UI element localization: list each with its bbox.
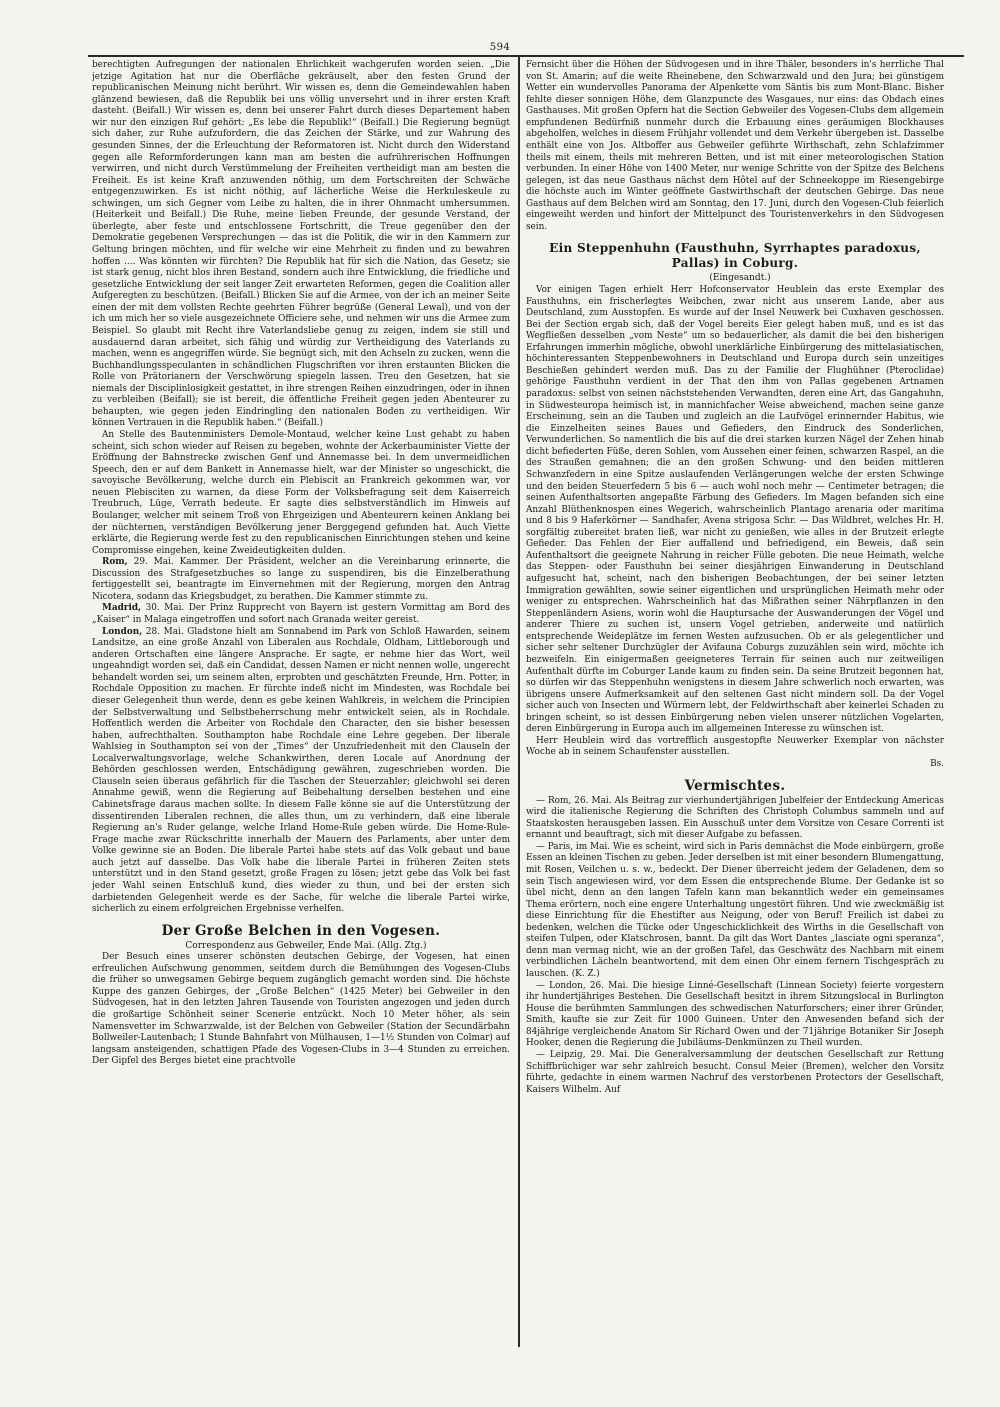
article-paragraph: berechtigten Aufregungen der nationalen Ehrlichkeit wachgerufen worden seien. „Die jetzige Agitation hat nur die Oberfläche gekräuselt, aber den festen Grund der republicanischen Meinung nicht berührt. Wir wissen es, denn die Gemeindewahlen haben glänzend bewiesen, daß die Republik bei uns völlig unversehrt und in ihrer ersten Kraft dasteht. (Beifall.) Wir wissen es, denn bei unserer Fahrt durch dieses Departement haben wir nur den einzigen Ruf gehört: „Es lebe die Republik!“ (Beifall.) Die Regierung begnügt sich daher, zur Ruhe aufzufordern, die das Zeichen der Stärke, und zur Wahrung des gesunden Sinnes, der die Erleuchtung der Reformatoren ist. Nicht durch den Widerstand gegen alle Reformforderungen kann man am besten die aufrührerischen Hoffnungen verwirren, und nicht durch Verstümmelung der Freiheiten vertheidigt man am besten die Freiheit. Es ist keine Kraft anzuwenden nöthig, um dem Fortschreiten der Schwäche entgegenzuwirken. Es ist nicht nöthig, auf lächerliche Weise die Herkuleskeule zu schwingen, um sich Gegner vom Leibe zu halten, die in ihrer Ohnmacht umhersummen. (Heiterkeit und Beifall.) Die Ruhe, meine lieben Freunde, der gesunde Verstand, der überlegte, aber feste und entschlossene Fortschritt, die Treue gegenüber den der Demokratie gegebenen Versprechungen — das ist die Politik, die wir in den Kammern zur Geltung bringen möchten, und für welche wir eine Mehrheit zu finden und zu bewahren hoffen .... Was könnten wir fürchten? Die Republik hat für sich die Nation, das Gesetz; sie ist stark genug, nicht blos ihren Bestand, sondern auch ihre Entwicklung, die friedliche und gesetzliche Entwicklung der seit langer Zeit erwarteten Reformen, gegen die Coalition aller Aufgeregten zu beschützen. (Beifall.) Blicken Sie auf die Armee, von der ich an meiner Seite einen der mit dem vollsten Rechte geehrten Führer begrüße (General Lewal), und von der ich um mich her so viele ausgezeichnete Officiere sehe, und nehmen wir uns die Armee zum Beispiel. So glaubt mit Recht ihre Vaterlandsliebe genug zu zeigen, indem sie still und ausdauernd daran arbeitet, sich fähig und würdig zur Vertheidigung des Vaterlands zu machen, wenn es angegriffen würde. Sie begnügt sich, mit den Achseln zu zucken, wenn die Buchhandlungsspeculanten in schändlichen Flugschriften vor ihren erstaunten Blicken die Rolle von Prätorianern der Verschwörung spiegeln lassen. Treu den Gesetzen, hat sie niemals der Disciplinlosigkeit gestattet, in ihre strengen Reihen einzudringen, oder in ihnen zu verbleiben (Beifall); sie ist bereit, die öffentliche Freiheit gegen jeden Abenteurer zu behaupten, wie gegen jeden Eindringling den nationalen Boden zu vertheidigen. Wir können Vertrauen in die Republik haben.“ (Beifall.) <box>92 60 510 429</box>
news-item: — Rom, 26. Mai. Als Beitrag zur vierhundertjährigen Jubelfeier der Entdeckung Americas wird die italienische Regierung die Schriften des Christoph Columbus sammeln und auf Staatskosten herausgeben lassen. Ein Ausschuß unter dem Vorsitze von Cesare Correnti ist ernannt und beauftragt, sich mit dieser Aufgabe zu befassen. <box>526 795 944 841</box>
news-item: — Paris, im Mai. Wie es scheint, wird sich in Paris demnächst die Mode einbürgern, große Essen an kleinen Tischen zu geben. Jeder derselben ist mit einer besondern Blumengattung, mit Rosen, Veilchen u. s. w., bedeckt. Der Diener überreicht jedem der Geladenen, dem so sein Tisch angewiesen wird, vor dem Essen die entsprechende Blume. Der Gedanke ist so übel nicht, denn an den langen Tafeln kann man bekanntlich weder ein gemeinsames Thema erörtern, noch eine engere Unterhaltung ungestört führen. Und wie zweckmäßig ist diese Einrichtung für die Ehestifter aus Neigung, oder von Beruf! Freilich ist dabei zu bedenken, welchen die Tücke oder Ungeschicklichkeit des Wirths in die Gesellschaft von steifen Tulpen, oder Klatschrosen, bannt. Da gilt das Wort Dantes „lasciate ogni speranza“, denn man vermag nicht, wie an der großen Tafel, das Geschwätz des Nachbarn mit einem verbindlichen Lächeln beantwortend, mit dem einen Ohr einem fernern Tischgespräch zu lauschen. (K. Z.) <box>526 841 944 979</box>
article-paragraph: Vor einigen Tagen erhielt Herr Hofconservator Heublein das erste Exemplar des Fausthuhns, ein frischerlegtes Weibchen, zwar nicht aus unserem Lande, aber aus Deutschland, zum Ausstopfen. Es wurde auf der Insel Neuwerk bei Cuxhaven geschossen. Bei der Section ergab sich, daß der Vogel bereits Eier gelegt haben muß, und es ist das Wegfließen desselben „vom Neste“ um so bedauerlicher, als damit die bei den bisherigen Erfahrungen immerhin mögliche, obwohl unerklärliche Einbürgerung des mittelasiatischen, höchinteressanten Steppenbewohners in Deutschland und Europa durch sein unzeitiges Beschießen gehindert werden muß. Das zu der Familie der Flughühner (Pteroclidae) gehörige Fausthuhn verdient in der That den ihm von Pallas gegebenen Artnamen paradoxus: selbst von seinen nächststehenden Verwandten, deren eine Art, das Gangahuhn, in Südwesteuropa heimisch ist, in mannichfacher Weise abweichend, machen seine ganze Erscheinung, sein an die Tauben und zugleich an die Laufvögel erinnernder Habitus, wie die Einzelheiten seines Baues und Gefieders, den Eindruck des Sonderlichen, Verwunderlichen. So namentlich die bis auf die drei starken kurzen Nägel der Zehen hinab dicht befiederten Füße, deren Sohlen, vom Aussehen einer feinen, schwarzen Raspel, an die des Straußen gemahnen; die an den großen Schwung- und den beiden mittleren Schwanzfedern in eine Spitze auslaufenden Verlängerungen welche der ersten Schwinge und den beiden Steuerfedern 5 bis 6 — auch wohl noch mehr — Centimeter betragen; die seinen Aufenthaltsorten angepaßte Färbung des Gefieders. Im Magen befanden sich eine Anzahl Blüthenknospen eines Wegerich, wahrscheinlich Plantago arenaria oder maritima und 8 bis 9 Haferkörner — Sandhafer, Avena strigosa Schr. — Das Wildbret, welches Hr. H. sorgfältig zubereitet braten ließ, war nicht zu genießen, wie alles in der Brutzeit erlegte Gefieder. Das Fehlen der Eier auffallend und befriedigend, ein Beweis, daß sein Aufenthaltsort die geeignete Nahrung in reicher Fülle geboten. Die neue Heimath, welche das Steppen- oder Fausthuhn bei seiner diesjährigen Einwanderung in Deutschland aufgesucht hat, scheint, nach den bisherigen Beobachtungen, der bei seiner letzten Immigration gewählten, sowie seiner eigentlichen und ursprünglichen Heimath mehr oder weniger zu entsprechen. Wahrscheinlich hat das Mißrathen seiner Nährpflanzen in den Steppenländern Asiens, worin wohl die Hauptursache der Auswanderungen der Vögel und anderer Thiere zu suchen ist, unsern Vogel getrieben, anderweite und natürlich entsprechende Weideplätze im fernen Westen aufzusuchen. Ob er als gelegentlicher und sicher sehr seltener Durchzügler der Avifauna Coburgs zuzuzählen sein wird, möchte ich bezweifeln. Ein einigermaßen geeigneteres Terrain für seinen auch nur zeitweiligen Aufenthalt dürfte im Coburger Lande kaum zu finden sein. Da seine Brutzeit begonnen hat, so dürfen wir das Steppenhuhn wenigstens in diesem Jahre schwerlich noch erwarten, was übrigens unsere Aufmerksamkeit auf den seltenen Gast nicht mindern soll. Da der Vogel sicher auch von Insecten und Würmern lebt, der Feldwirthschaft aber keinerlei Schaden zu bringen scheint, so ist dessen Einbürgerung neben vielen unserer nützlichen Vogelarten, deren Einbürgerung in Europa auch im allgemeinen Interesse zu wünschen ist. <box>526 284 944 735</box>
news-text: 30. Mai. Der Prinz Rupprecht von Bayern ist gestern Vormittag am Bord des „Kaiser“ in Malaga eingetroffen und sofort nach Granada weiter gereist. <box>92 603 510 625</box>
section-subheading: (Eingesandt.) <box>709 273 771 284</box>
page-number: 594 <box>489 42 511 53</box>
article-paragraph: Der Besuch eines unserer schönsten deutschen Gebirge, der Vogesen, hat einen erfreulichen Aufschwung genommen, seitdem durch die Bemühungen des Vogesen-Clubs die früher so unwegsamen Gebirge bequem zugänglich gemacht worden sind. Die höchste Kuppe des ganzen Gebirges, der „Große Belchen“ (1425 Meter) bei Gebweiler in den Südvogesen, hat in den letzten Jahren Tausende von Touristen angezogen und jeden durch die großartige Schönheit seiner Scenerie entzückt. Noch 10 Meter höher, als sein Namensvetter im Schwarzwalde, ist der Belchen von Gebweiler (Station der Secundärbahn Bollweiler-Lautenbach; 1 Stunde Bahnfahrt von Mülhausen, 1—1½ Stunden von Colmar) auf langsam ansteigenden, schattigen Pfade des Vogesen-Clubs in 3—4 Stunden zu erreichen. Der Gipfel des Berges bietet eine prachtvolle <box>92 952 510 1067</box>
news-text: 29. Mai. Kammer. Der Präsident, welcher an die Vereinbarung erinnerte, die Discussion des Strafgesetzbuches so lange zu suspendiren, bis die Einzelberathung fertiggestellt sei, beantragte im Einvernehmen mit der Regierung, morgen den Antrag Nicotera, sodann das Kriegsbudget, zu berathen. Die Kammer stimmte zu. <box>92 557 510 602</box>
article-paragraph: Herr Heublein wird das vortrefflich ausgestopfte Neuwerker Exemplar von nächster Woche ab in seinem Schaufenster ausstellen. <box>526 735 944 758</box>
section-subheading: Correspondenz aus Gebweiler, Ende Mai. (Allg. Ztg.) <box>185 940 427 951</box>
dateline: Madrid, <box>102 603 142 614</box>
author-signature: Bs. <box>930 759 944 769</box>
news-item-madrid <box>92 603 510 626</box>
news-item: — London, 26. Mai. Die hiesige Linné-Gesellschaft (Linnean Society) feierte vorgestern ihr hundertjähriges Bestehen. Die Gesellschaft besitzt in ihrem Sitzungslocal in Burlington House die berühmten Sammlungen des schwedischen Naturforschers; einer ihrer Gründer, Smith, kaufte sie zur Zeit für 1000 Guineen. Unter den Anwesenden befand sich der 84jährige vergleichende Anatom Sir Richard Owen und der 71jährige Botaniker Sir Joseph Hooker, denen die Regierung die Jubiläums-Denkmünzen zu Theil wurden. <box>526 980 944 1049</box>
dateline: Rom, <box>102 557 128 568</box>
dateline: London, <box>102 626 143 637</box>
section-heading: Der Große Belchen in den Vogesen. <box>161 922 441 939</box>
column-divider <box>518 57 520 1347</box>
section-heading: Vermischtes. <box>684 777 786 794</box>
news-item-london <box>92 627 510 916</box>
news-item-rome <box>92 557 510 603</box>
right-column <box>526 60 944 1350</box>
section-heading: Ein Steppenhuhn (Fausthuhn, Syrrhaptes paradoxus, Pallas) in Coburg. <box>549 241 921 271</box>
header-rule <box>88 55 964 57</box>
left-column <box>92 60 510 1350</box>
article-paragraph: An Stelle des Bautenministers Demole-Montaud, welcher keine Lust gehabt zu haben scheint, sich schon wieder auf Reisen zu begeben, wohnte der Ackerbauminister Viette der Eröffnung der Bahnstrecke zwischen Genf und Annemasse bei. In dem unvermeidlichen Speech, den er auf dem Bankett in Annemasse hielt, war der Minister so ungeschickt, die savoyische Bevölkerung, welche durch ein Plebiscit an Frankreich gekommen war, vor neuen Plebisciten zu warnen, da diese Form der Volksbefragung seit dem Kaiserreich Treubruch, Lüge, Verrath bedeute. Er sagte dies selbstverständlich im Hinweis auf Boulanger, welcher mit seinem Troß von Ehrgeizigen und Abenteurern keinen Anklang bei der nüchternen, verständigen Bevölkerung jener Berggegend gefunden hat. Auch Viette erklärte, die Regierung werde fest zu den republicanischen Einrichtungen stehen und keine Compromisse eingehen, keine Zweideutigkeiten dulden. <box>92 430 510 556</box>
news-text: 28. Mai. Gladstone hielt am Sonnabend im Park von Schloß Hawarden, seinem Landsitze, an eine große Anzahl von Liberalen aus Rochdale, Oldham, Littleborough und anderen Ortschaften eine längere Ansprache. Er sagte, er nehme hier das Wort, weil ungeahndigt worden sei, daß ein Candidat, dessen Namen er nicht nennen wolle, ungerecht behandelt worden sei, um seinem alten, erprobten und geschätzten Freunde, Hrn. Potter, in Rochdale Opposition zu machen. Er fürchte indeß nicht im Mindesten, was Rochdale bei dieser Gelegenheit thun werde, denn es gebe keinen Wahlkreis, in welchem die Principien der Selbstverwaltung und Selbstbeherrschung mehr entwickelt seien, als in Rochdale. Hoffentlich werden die Arbeiter von Rochdale den Character, den sie bisher besessen haben, aufrechthalten. Southampton habe Rochdale eine Lehre gegeben. Der liberale Wahlsieg in Southampton sei von der „Times“ der Unzufriedenheit mit den Clauseln der Localverwaltungsvorlage, welche Schankwirthen, deren Locale auf Anordnung der Behörden geschlossen werden, Entschädigung gewähren, zugeschrieben worden. Die Clauseln seien überaus gefährlich für die Taschen der Steuerzahler; gleichwohl sei deren Annahme gewiß, wenn die Regierung auf Beibehaltung derselben bestehen und eine Cabinetsfrage daraus machen sollte. In diesem Falle könne sie auf die Unterstützung der dissentirenden Liberalen rechnen, die alles thun, um zu verhindern, daß eine liberale Regierung an's Ruder gelange, welche Irland Home-Rule geben würde. Die Home-Rule-Frage mache zwar Rückschritte innerhalb der Mauern des Parlaments, aber unter dem Volke gewinne sie an Boden. Die liberale Partei habe stets auf das Volk gebaut und baue auch jetzt auf dasselbe. Das Volk habe die liberale Partei in früheren Zeiten stets unterstützt und in den Stand gesetzt, große Fragen zu lösen; jetzt gebe das Volk bei fast jeder Wahl seinen Entschluß kund, dies wieder zu thun, und bei der ersten sich darbietenden Gelegenheit werde es der Sache, für welche die liberale Partei wirke, sicherlich zu einem erfolgreichen Ergebnisse verhelfen. <box>92 626 510 915</box>
article-paragraph: Fernsicht über die Höhen der Südvogesen und in ihre Thäler, besonders in's herrliche Thal von St. Amarin; auf die weite Rheinebene, den Schwarzwald und den Jura; bei günstigem Wetter ein wundervolles Panorama der Alpenkette vom Säntis bis zum Mont-Blanc. Bisher fehlte dieser sonnigen Höhe, dem Glanzpuncte des Wasgaues, nur eins: das Obdach eines Gasthauses. Mit großen Opfern hat die Section Gebweiler des Vogesen-Clubs dem allgemein empfundenen Bedürfniß nunmehr durch die Erbauung eines geräumigen Blockhauses abgeholfen, welches in diesem Frühjahr vollendet und dem Verkehr übergeben ist. Dasselbe enthält eine von Jos. Altboffer aus Gebweiler geführte Wirthschaft, zehn Schlafzimmer theils mit einem, theils mit mehreren Betten, und ist mit einer meteorologischen Station verbunden. In einer Höhe von 1400 Meter, nur wenige Schritte von der Spitze des Belchens gelegen, ist das neue Gasthaus nächst dem Hôtel auf der Schneekoppe im Riesengebirge die höchste auch im Winter geöffnete Gastwirthschaft der deutschen Gebirge. Das neue Gasthaus auf dem Belchen wird am Sonntag, den 17. Juni, durch den Vogesen-Club feierlich eingeweiht werden und hinfort der Mittelpunct des Touristenverkehrs in den Südvogesen sein. <box>526 60 944 232</box>
news-item: — Leipzig, 29. Mai. Die Generalversammlung der deutschen Gesellschaft zur Rettung Schiffbrüchiger war sehr zahlreich besucht. Consul Meier (Bremen), welcher den Vorsitz führte, gedachte in einem warmen Nachruf des verstorbenen Protectors der Gesellschaft, Kaisers Wilhelm. Auf <box>526 1049 944 1095</box>
